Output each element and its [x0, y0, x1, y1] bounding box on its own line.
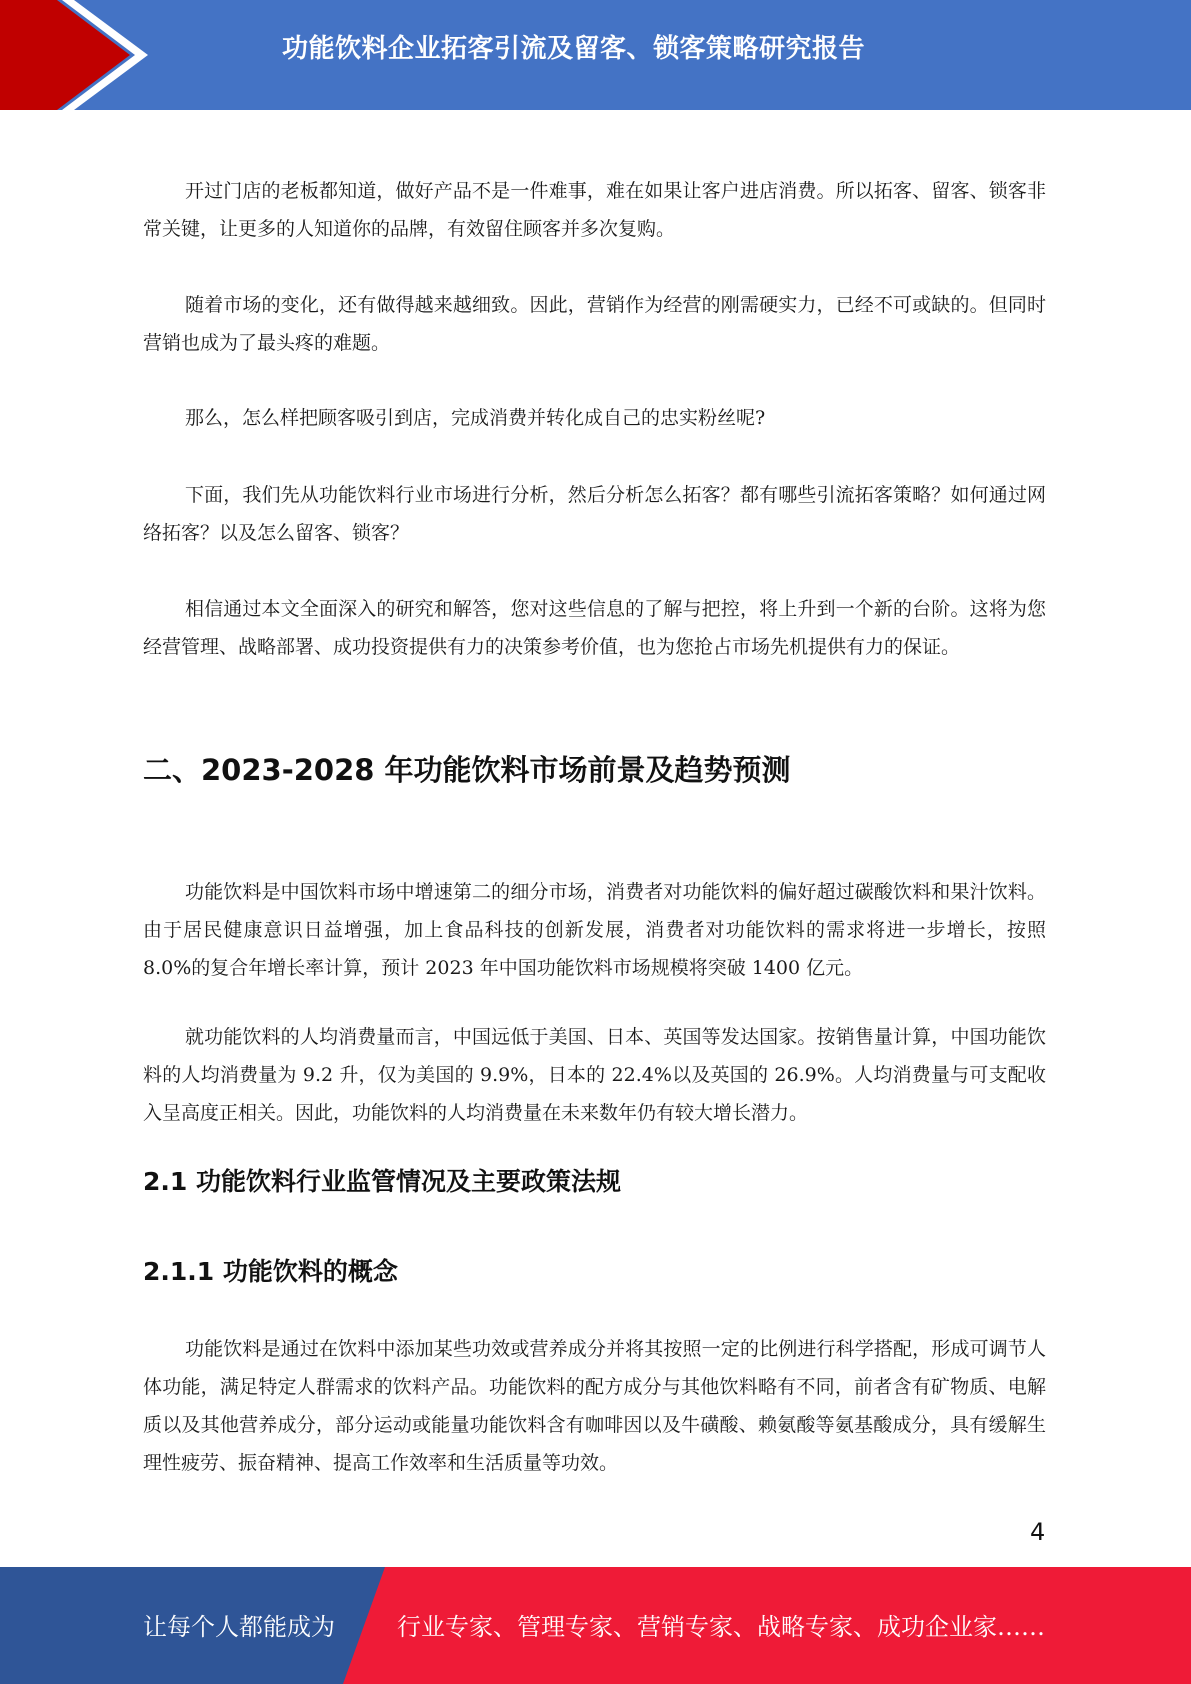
- concept-paragraph: 功能饮料是通过在饮料中添加某些功效或营养成分并将其按照一定的比例进行科学搭配，形成可调节人体功能，满足特定人群需求的饮料产品。功能饮料的配方成分与其他饮料略有不同，前者含有矿物质、电解质以及其他营养成分，部分运动或能量功能饮料含有咖啡因以及牛磺酸、赖氨酸等氨基酸成分，具有缓解生理性疲劳、振奋精神、提高工作效率和生活质量等功效。: [143, 1338, 1046, 1474]
- page-header: [0, 0, 1191, 110]
- red-arrow-shape: [0, 0, 130, 110]
- intro-paragraph-5: 相信通过本文全面深入的研究和解答，您对这些信息的了解与把控，将上升到一个新的台阶。这将为您经营管理、战略部署、成功投资提供有力的决策参考价值，也为您抢占市场先机提供有力的保证。: [143, 598, 1046, 658]
- subsection-2-1-1-heading: 2.1.1 功能饮料的概念: [143, 1257, 398, 1286]
- intro-paragraph-4: 下面，我们先从功能饮料行业市场进行分析，然后分析怎么拓客？都有哪些引流拓客策略？如何通过网络拓客？以及怎么留客、锁客？: [143, 484, 1046, 544]
- footer-slogan-left: 让每个人都能成为: [143, 1613, 335, 1641]
- section-2-paragraph-1: 功能饮料是中国饮料市场中增速第二的细分市场，消费者对功能饮料的偏好超过碳酸饮料和果汁饮料。由于居民健康意识日益增强，加上食品科技的创新发展，消费者对功能饮料的需求将进一步增长，按照 8.0%的复合年增长率计算，预计 2023 年中国功能饮料市场规模将突破 1400 亿元。: [143, 881, 1046, 979]
- intro-paragraph-2: 随着市场的变化，还有做得越来越细致。因此，营销作为经营的刚需硬实力，已经不可或缺的。但同时营销也成为了最头疼的难题。: [143, 294, 1046, 354]
- intro-paragraph-3: 那么，怎么样把顾客吸引到店，完成消费并转化成自己的忠实粉丝呢?: [185, 407, 766, 429]
- page-footer: [0, 1567, 1191, 1684]
- footer-slogan-right: 行业专家、管理专家、营销专家、战略专家、成功企业家……: [397, 1613, 1045, 1641]
- section-2-paragraph-2: 就功能饮料的人均消费量而言，中国远低于美国、日本、英国等发达国家。按销售量计算，中国功能饮料的人均消费量为 9.2 升，仅为美国的 9.9%，日本的 22.4%以及英国的 26.9%。人均消费量与可支配收入呈高度正相关。因此，功能饮料的人均消费量在未来数年仍有较大增长潜力。: [143, 1026, 1046, 1124]
- intro-paragraph-1: 开过门店的老板都知道，做好产品不是一件难事，难在如果让客户进店消费。所以拓客、留客、锁客非常关键，让更多的人知道你的品牌，有效留住顾客并多次复购。: [143, 180, 1046, 240]
- subsection-2-1-heading: 2.1 功能饮料行业监管情况及主要政策法规: [143, 1167, 621, 1196]
- page-number: 4: [1030, 1518, 1046, 1546]
- section-2-heading: 二、2023-2028 年功能饮料市场前景及趋势预测: [143, 753, 791, 787]
- report-title: 功能饮料企业拓客引流及留客、锁客策略研究报告: [282, 34, 866, 64]
